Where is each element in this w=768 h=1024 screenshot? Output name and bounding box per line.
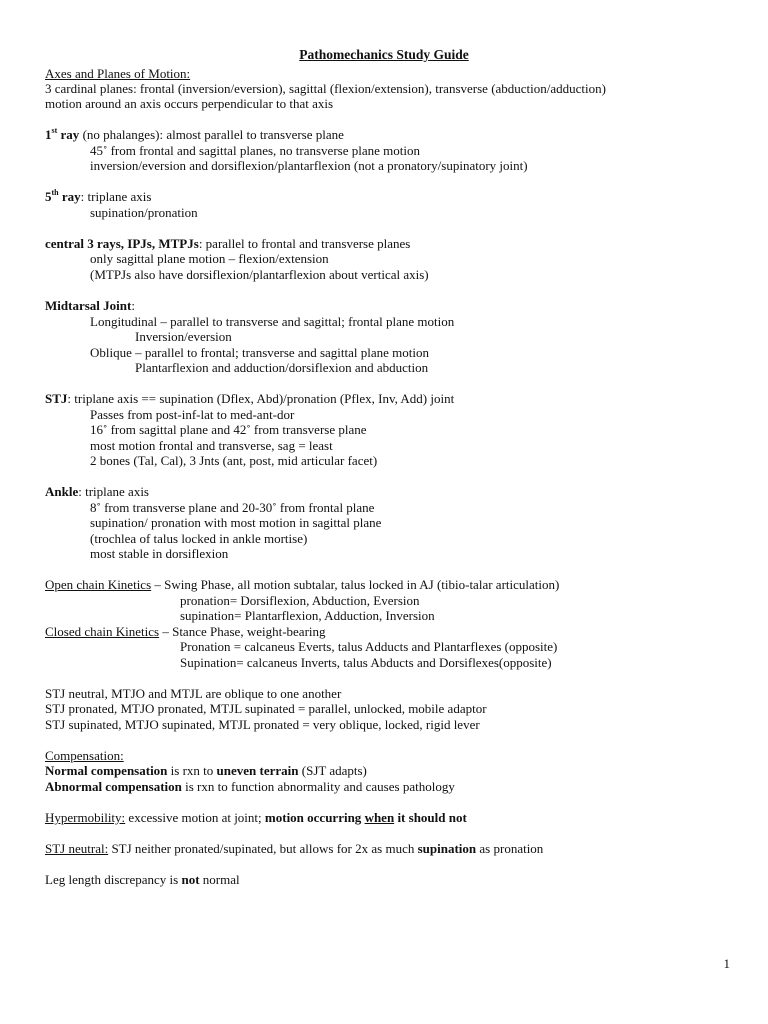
text-line: most motion frontal and transverse, sag = least <box>90 438 333 453</box>
text-line: Supination= calcaneus Inverts, talus Abducts and Dorsiflexes(opposite) <box>180 655 552 670</box>
text: Leg length discrepancy is <box>45 872 182 887</box>
page-number: 1 <box>723 956 730 971</box>
text-line: most stable in dorsiflexion <box>90 546 229 561</box>
text: (SJT adapts) <box>298 763 367 778</box>
text-line: pronation= Dorsiflexion, Abduction, Eversion <box>180 593 420 608</box>
section-ray5 <box>45 189 151 204</box>
text-line: Pronation = calcaneus Everts, talus Adducts and Plantarflexes (opposite) <box>180 639 558 654</box>
text: : <box>131 298 135 313</box>
text: – Swing Phase, all motion subtalar, talus locked in AJ (tibio-talar articulation) <box>151 577 560 592</box>
page-title: Pathomechanics Study Guide <box>299 47 469 62</box>
text-line: motion around an axis occurs perpendicular to that axis <box>45 96 334 111</box>
text-line: only sagittal plane motion – flexion/extension <box>90 251 329 266</box>
section-open-chain <box>45 577 559 592</box>
text: as pronation <box>476 841 544 856</box>
section-hypermobility <box>45 810 467 825</box>
bold-term: STJ <box>45 391 68 406</box>
bold-term: supination <box>417 841 477 856</box>
section-leg-length <box>45 872 240 887</box>
text-line: 16˚ from sagittal plane and 42˚ from transverse plane <box>90 422 367 437</box>
section-midtarsal <box>45 298 135 313</box>
text-line: (trochlea of talus locked in ankle mortise) <box>90 531 308 546</box>
text: excessive motion at joint; <box>125 810 265 825</box>
text: : triplane axis == supination (Dflex, Abd)/pronation (Pflex, Inv, Add) joint <box>67 391 455 406</box>
underlined-heading: Hypermobility: <box>45 810 126 825</box>
bold-term: central 3 rays, IPJs, MTPJs <box>45 236 199 251</box>
text: : parallel to frontal and transverse planes <box>198 236 411 251</box>
section-central-rays <box>45 236 410 251</box>
text-line: Passes from post-inf-lat to med-ant-dor <box>90 407 295 422</box>
underlined-heading: STJ neutral: <box>45 841 109 856</box>
text: – Stance Phase, weight-bearing <box>159 624 326 639</box>
bold-term: Normal compensation <box>45 763 168 778</box>
text-line: supination/pronation <box>90 205 198 220</box>
section-stj-neutral <box>45 841 543 856</box>
text: is rxn to function abnormality and causes pathology <box>181 779 455 794</box>
text-line: 2 bones (Tal, Cal), 3 Jnts (ant, post, mid articular facet) <box>90 453 378 468</box>
section-ray1 <box>45 127 344 142</box>
text-line: Oblique – parallel to frontal; transverse and sagittal plane motion <box>90 345 429 360</box>
underlined-heading: Open chain Kinetics <box>45 577 152 592</box>
text-line: 3 cardinal planes: frontal (inversion/eversion), sagittal (flexion/extension), transverse (abduction/adduction) <box>45 81 606 96</box>
text: (no phalanges): almost parallel to transverse plane <box>79 127 344 142</box>
bold-term: motion occurring <box>264 810 365 825</box>
bold-term: it should not <box>394 810 467 825</box>
text-line-abnormal-compensation <box>45 779 455 794</box>
superscript: th <box>51 187 59 197</box>
text-line-normal-compensation <box>45 763 367 778</box>
underlined-heading: Closed chain Kinetics <box>45 624 160 639</box>
bold-term: not <box>181 872 200 887</box>
text: : triplane axis <box>80 189 152 204</box>
section-stj <box>45 391 454 406</box>
bold-term: uneven terrain <box>216 763 299 778</box>
text-line: STJ supinated, MTJO supinated, MTJL pronated = very oblique, locked, rigid lever <box>45 717 480 732</box>
text-line: STJ neutral, MTJO and MTJL are oblique to one another <box>45 686 342 701</box>
text: is rxn to <box>167 763 217 778</box>
section-closed-chain <box>45 624 326 639</box>
bold-term: Midtarsal Joint <box>45 298 132 313</box>
bold-underlined-term: when <box>364 810 395 825</box>
section-ankle <box>45 484 149 499</box>
bold-term: 1 <box>45 127 52 142</box>
text-line: 45˚ from frontal and sagittal planes, no transverse plane motion <box>90 143 420 158</box>
superscript: st <box>51 125 58 135</box>
text-line: Inversion/eversion <box>135 329 232 344</box>
text: : triplane axis <box>78 484 149 499</box>
text-line: Longitudinal – parallel to transverse and sagittal; frontal plane motion <box>90 314 455 329</box>
bold-term: Ankle <box>45 484 79 499</box>
text-line: 8˚ from transverse plane and 20-30˚ from frontal plane <box>90 500 375 515</box>
bold-term: ray <box>57 127 80 142</box>
section-heading-axes: Axes and Planes of Motion: <box>45 66 191 81</box>
text-line: STJ pronated, MTJO pronated, MTJL supinated = parallel, unlocked, mobile adaptor <box>45 701 487 716</box>
text-line: Plantarflexion and adduction/dorsiflexion and abduction <box>135 360 429 375</box>
section-heading-compensation: Compensation: <box>45 748 124 763</box>
text: STJ neither pronated/supinated, but allows for 2x as much <box>108 841 418 856</box>
bold-term: 5 <box>45 189 52 204</box>
text-line: supination= Plantarflexion, Adduction, Inversion <box>180 608 435 623</box>
text: normal <box>199 872 240 887</box>
text-line: (MTPJs also have dorsiflexion/plantarflexion about vertical axis) <box>90 267 429 282</box>
bold-term: Abnormal compensation <box>45 779 182 794</box>
text-line: inversion/eversion and dorsiflexion/plantarflexion (not a pronatory/supinatory joint) <box>90 158 528 173</box>
text-line: supination/ pronation with most motion in sagittal plane <box>90 515 382 530</box>
bold-term: ray <box>58 189 81 204</box>
